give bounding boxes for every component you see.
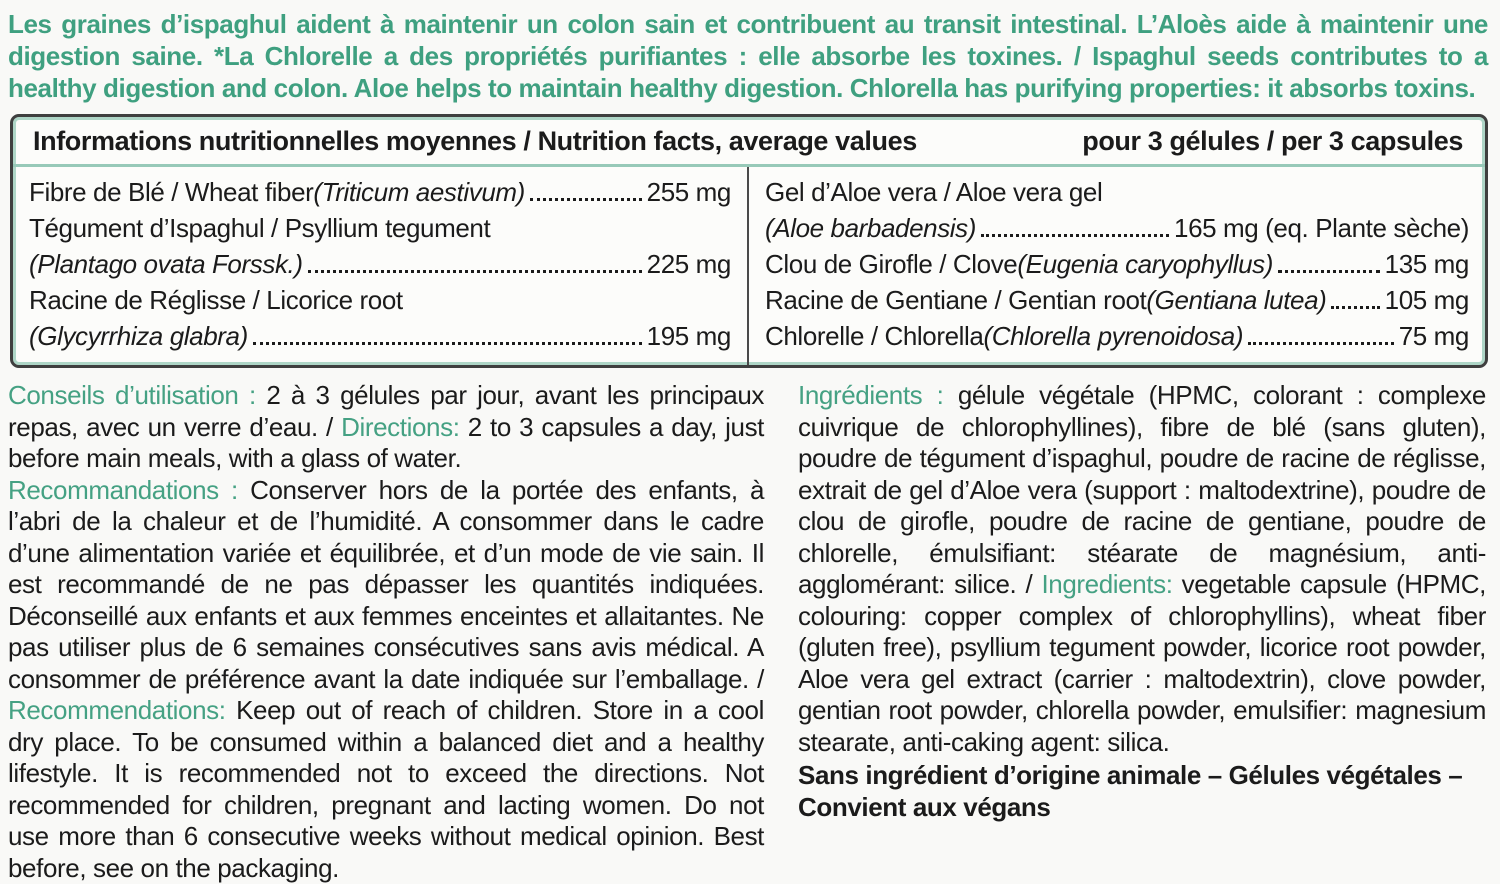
nutrition-facts-panel	[10, 114, 1488, 368]
ingredient-name: Racine de Gentiane / Gentian root	[765, 285, 1147, 315]
latin-name: (Glycyrrhiza glabra)	[29, 321, 248, 351]
dots-leader	[253, 342, 642, 345]
section-heading: Recommendations:	[8, 695, 237, 725]
latin-name: (Gentiana lutea)	[1146, 285, 1327, 315]
nutrition-row	[765, 210, 1469, 246]
nutrition-facts-body	[13, 167, 1485, 365]
body-text: Keep out of reach of children. Store in a cool dry place. To be consumed within a balanced diet and a healthy lifestyle. It is recommended not to exceed the directions. Not recommended for children, pregnant and lacting women. Do not use more than 6 consecutive weeks without medical opinion. Best before, see on the packaging.	[8, 695, 764, 883]
body-text: Conserver hors de la portée des enfants, à l’abri de la chaleur et de l’humidité. A consommer dans le cadre d’une alimentation variée et équilibrée, et d’un mode de vie sain. Il est recommandé de ne pas dépasser les quantités indiquées. Déconseillé aux enfants et aux femmes enceintes et allaitantes. Ne pas utiliser plus de 6 semaines consécutives sans avis médical. A consommer de préférence avant la date indiquée sur l’emballage. /	[8, 474, 765, 694]
nutrition-row	[29, 174, 731, 210]
section-heading: Ingrédients :	[798, 380, 958, 410]
nutrition-column-right	[749, 167, 1485, 365]
nutrition-column-left	[13, 167, 749, 365]
dots-leader	[308, 270, 642, 273]
nutrition-row	[29, 282, 731, 318]
nutrition-row	[29, 246, 731, 282]
latin-name: (Plantago ovata Forssk.)	[29, 249, 303, 279]
dots-leader	[1248, 342, 1394, 345]
amount-value: 75 mg	[1398, 321, 1469, 351]
section-heading: Conseils d’utilisation :	[8, 380, 267, 410]
nutrition-row	[29, 210, 731, 246]
nutrition-row	[29, 318, 731, 354]
serving-size-label: pour 3 gélules / per 3 capsules	[1082, 126, 1463, 156]
section-heading: Directions:	[341, 411, 468, 442]
label-copy-columns	[8, 380, 1486, 884]
amount-value: 255 mg	[646, 177, 731, 207]
recommendations-paragraph	[8, 475, 764, 884]
dots-leader	[530, 198, 642, 201]
nutrition-row	[765, 318, 1469, 354]
health-claims-text: Les graines d’ispaghul aident à maintenir un colon sain et contribuent au transit intestinal. L’Aloès aide à maintenir une digestion saine. *La Chlorelle a des propriétés purifiantes : elle absorbe les toxines. / Ispaghul seeds contributes to a healthy digestion and colon. Aloe helps to maintain healthy digestion. Chlorella has purifying properties: it absorbs toxins.	[8, 9, 1488, 103]
latin-name: (Triticum aestivum)	[313, 177, 525, 207]
ingredient-name: Chlorelle / Chlorella	[765, 321, 984, 351]
amount-value: 165 mg (eq. Plante sèche)	[1174, 213, 1469, 243]
dots-leader	[981, 234, 1169, 237]
directions-paragraph	[8, 380, 764, 475]
dots-leader	[1331, 306, 1379, 309]
ingredients-section	[798, 380, 1486, 884]
vegan-note: Sans ingrédient d’origine animale – Gélules végétales – Convient aux végans	[798, 760, 1463, 822]
section-heading: Ingredients:	[1041, 569, 1182, 599]
ingredients-paragraph	[798, 380, 1486, 758]
ingredient-name: Fibre de Blé / Wheat fiber	[29, 177, 314, 207]
amount-value: 105 mg	[1384, 285, 1469, 315]
ingredient-name: Clou de Girofle / Clove	[765, 249, 1018, 279]
amount-value: 135 mg	[1384, 249, 1469, 279]
body-text: 2 à 3 gélules par jour, avant les principaux repas, avec un verre d’eau. /	[8, 380, 764, 442]
nutrition-row	[765, 282, 1469, 318]
body-text: gélule végétale (HPMC, colorant : complexe cuivrique de chlorophyllines), fibre de blé (sans gluten), poudre de tégument d’ispaghul, poudre de racine de réglisse, extrait de gel d’Aloe vera (support : maltodextrine), poudre de clou de girofle, poudre de racine de gentiane, poudre de chlorelle, émulsifiant: stéarate de magnésium, anti-agglomérant: silice. /	[798, 380, 1486, 599]
latin-name: (Chlorella pyrenoidosa)	[983, 321, 1244, 351]
ingredient-name: Racine de Réglisse / Licorice root	[29, 285, 403, 315]
body-text: 2 to 3 capsules a day, just before main meals, with a glass of water.	[8, 411, 764, 473]
ingredient-name: Gel d’Aloe vera / Aloe vera gel	[765, 177, 1103, 207]
nutrition-facts-header	[13, 117, 1485, 167]
ingredient-name: Tégument d’Ispaghul / Psyllium tegument	[29, 213, 491, 243]
body-text: vegetable capsule (HPMC, colouring: copper complex of chlorophyllins), wheat fiber (gluten free), psyllium tegument powder, licorice root powder, Aloe vera gel extract (carrier : maltodextrin), clove powder, gentian root powder, chlorella powder, emulsifier: magnesium stearate, anti-caking agent: silica.	[798, 569, 1486, 757]
section-heading: Recommandations :	[8, 474, 251, 505]
directions-section	[8, 380, 764, 884]
amount-value: 195 mg	[646, 321, 731, 351]
nutrition-row	[765, 174, 1469, 210]
latin-name: (Eugenia caryophyllus)	[1017, 249, 1274, 279]
latin-name: (Aloe barbadensis)	[765, 213, 977, 243]
nutrition-facts-title: Informations nutritionnelles moyennes / Nutrition facts, average values	[33, 126, 917, 156]
amount-value: 225 mg	[646, 249, 731, 279]
nutrition-row	[765, 246, 1469, 282]
dots-leader	[1278, 270, 1380, 273]
